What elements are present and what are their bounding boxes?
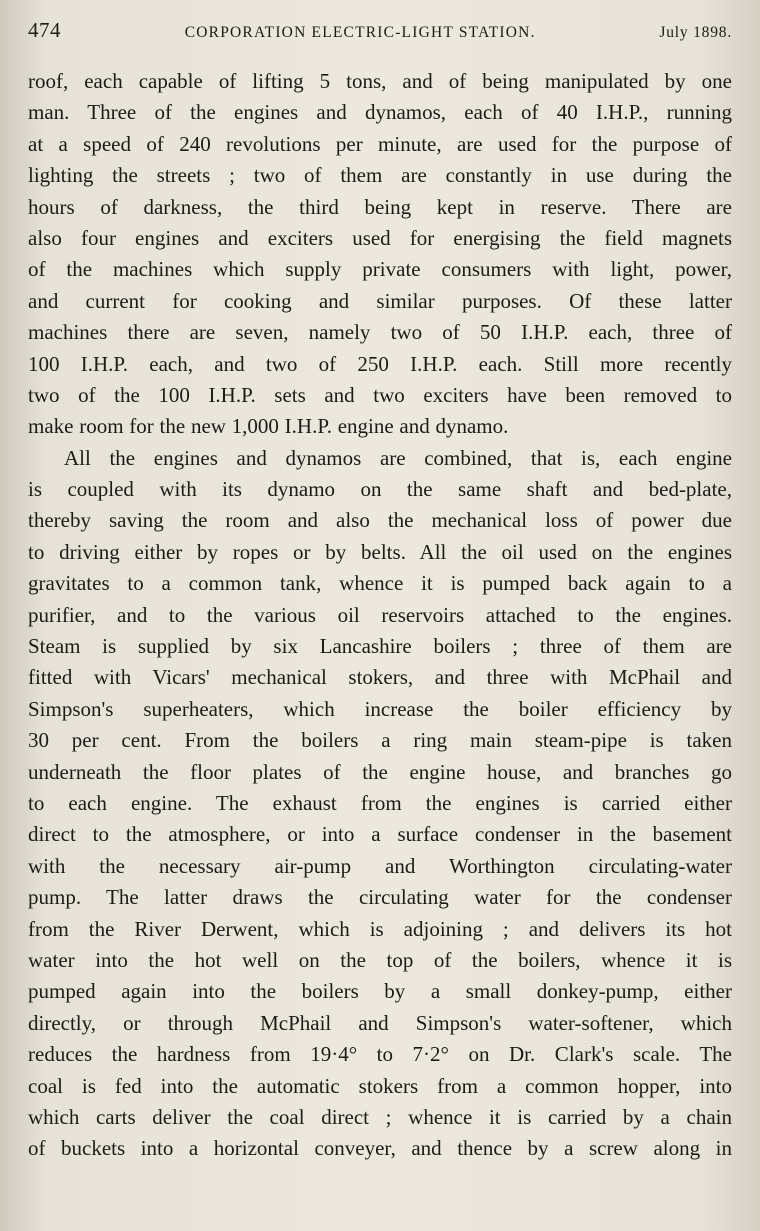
text-line: water into the hot well on the top of the boilers, whence it is [28,947,732,972]
paragraph-2 [28,443,732,1165]
text-line: 30 per cent. From the boilers a ring main steam-pipe is taken [28,728,732,753]
text-line: coal is fed into the automatic stokers from a common hopper, into [28,1073,732,1098]
running-title: CORPORATION ELECTRIC-LIGHT STATION. [184,24,536,41]
text-line: 100 I.H.P. each, and two of 250 I.H.P. each. Still more recently [28,351,732,376]
text-line: pump. The latter draws the circulating water for the condenser [28,885,732,910]
text-line: purifier, and to the various oil reservoirs attached to the engines. [28,602,732,627]
text-line: All the engines and dynamos are combined, that is, each engine [64,445,732,470]
page-number: 474 [28,18,61,42]
text-line: underneath the floor plates of the engine house, and branches go [28,759,732,784]
body-text [28,66,732,1165]
text-line: make room for the new 1,000 I.H.P. engine and dynamo. [28,414,509,439]
text-line: man. Three of the engines and dynamos, each of 40 I.H.P., running [28,100,732,125]
text-line: fitted with Vicars' mechanical stokers, and three with McPhail and [28,665,732,690]
running-head [28,18,732,58]
paragraph-1 [28,66,732,443]
text-line: lighting the streets ; two of them are constantly in use during the [28,163,732,188]
text-line: machines there are seven, namely two of 50 I.H.P. each, three of [28,320,732,345]
text-line: two of the 100 I.H.P. sets and two exciters have been removed to [28,382,732,407]
text-line: is coupled with its dynamo on the same shaft and bed-plate, [28,477,732,502]
text-line: from the River Derwent, which is adjoining ; and delivers its hot [28,916,732,941]
text-line: of buckets into a horizontal conveyer, and thence by a screw along in [28,1136,732,1161]
text-line: directly, or through McPhail and Simpson's water-softener, which [28,1010,732,1035]
text-line: gravitates to a common tank, whence it is pumped back again to a [28,571,732,596]
text-line: direct to the atmosphere, or into a surface condenser in the basement [28,822,732,847]
text-line: reduces the hardness from 19·4° to 7·2° on Dr. Clark's scale. The [28,1042,732,1067]
text-line: Steam is supplied by six Lancashire boilers ; three of them are [28,634,732,659]
text-line: at a speed of 240 revolutions per minute, are used for the purpose of [28,131,732,156]
text-line: with the necessary air-pump and Worthington circulating-water [28,853,732,878]
text-line: pumped again into the boilers by a small donkey-pump, either [28,979,732,1004]
text-line: and current for cooking and similar purposes. Of these latter [28,288,732,313]
text-line: roof, each capable of lifting 5 tons, and of being manipulated by one [28,69,732,93]
text-line: which carts deliver the coal direct ; whence it is carried by a chain [28,1104,732,1129]
text-line: to each engine. The exhaust from the engines is carried either [28,790,732,815]
text-line: Simpson's superheaters, which increase the boiler efficiency by [28,696,732,721]
running-date: July 1898. [659,24,732,41]
text-line: to driving either by ropes or by belts. All the oil used on the engines [28,539,732,564]
text-line: hours of darkness, the third being kept in reserve. There are [28,194,732,219]
text-line: also four engines and exciters used for energising the field magnets [28,225,732,250]
text-line: thereby saving the room and also the mechanical loss of power due [28,508,732,533]
text-line: of the machines which supply private consumers with light, power, [28,257,732,282]
